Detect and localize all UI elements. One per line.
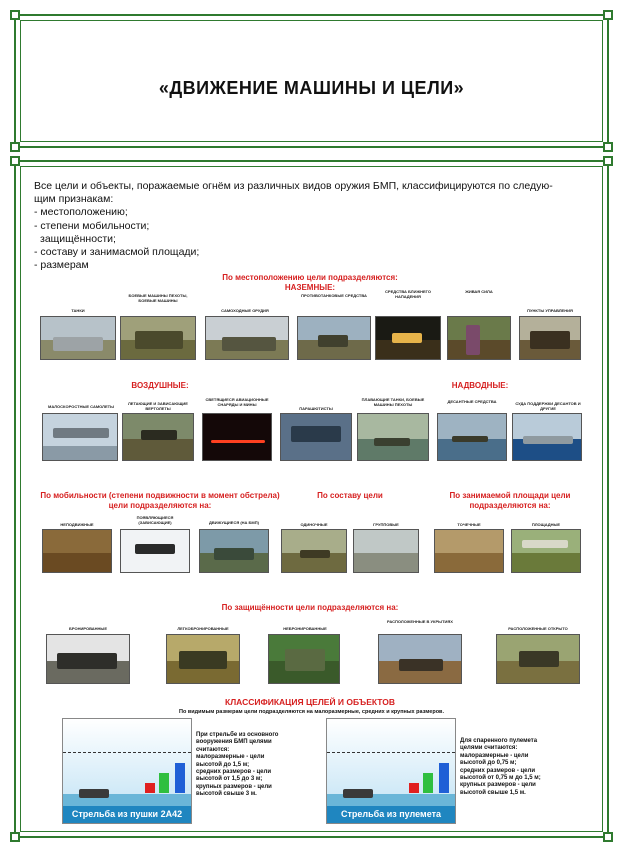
machinegun-caption: Стрельба из пулемета (327, 806, 455, 823)
area-heading: По занимаемой площади цели подразделяются на: (449, 491, 571, 510)
group-target-photo (353, 529, 419, 573)
ground-caption: ЖИВАЯ СИЛА (465, 289, 493, 294)
moving-photo (199, 529, 269, 573)
flares-photo (202, 413, 272, 461)
ground-caption: ПРОТИВОТАНКОВЫЕ СРЕДСТВА (301, 293, 367, 298)
air-caption: ЛЕТАЮЩИЕ И ЗАВИСАЮЩИЕ ВЕРТОЛЕТЫ (128, 401, 188, 411)
protection-caption: БРОНИРОВАННЫЕ (68, 626, 108, 631)
medium-target-bar (423, 773, 433, 793)
area-caption: ПЛОЩАДНЫЕ (531, 522, 561, 527)
tank-photo (40, 316, 116, 360)
classification-heading: КЛАССИФИКАЦИЯ ЦЕЛЕЙ И ОБЪЕКТОВ (225, 697, 395, 707)
ground-caption: БОЕВЫЕ МАШИНЫ ПЕХОТЫ, БОЕВЫЕ МАШИНЫ (128, 293, 188, 303)
unarmored-photo (268, 634, 340, 684)
ground-caption: ТАНКИ (71, 308, 85, 313)
intro-line: щим признакам: (34, 193, 114, 206)
aircraft-photo (42, 413, 118, 461)
paratroopers-photo (280, 413, 352, 461)
area-caption: ТОЧЕЧНЫЕ (457, 522, 481, 527)
water-caption: ПЛАВАЮЩИЕ ТАНКИ, БОЕВЫЕ МАШИНЫ ПЕХОТЫ (361, 397, 425, 407)
amphibious-photo (357, 413, 429, 461)
point-target-photo (434, 529, 504, 573)
air-caption: ПАРАШЮТИСТЫ (299, 406, 333, 411)
machinegun-note (460, 738, 585, 797)
composition-caption: ОДИНОЧНЫЕ (300, 522, 328, 527)
note-line: высотой до 0,75 м; (460, 760, 517, 767)
intro-line: - составу и занимасмой площади; (34, 246, 200, 259)
composition-caption: ГРУППОВЫЕ (373, 522, 399, 527)
ground-caption: ПУНКТЫ УПРАВЛЕНИЯ (527, 308, 573, 313)
poster-title: «ДВИЖЕНИЕ МАШИНЫ И ЦЕЛИ» (158, 78, 465, 98)
small-target-bar (145, 783, 155, 793)
cannon-caption: Стрельба из пушки 2А42 (63, 806, 191, 823)
note-line: высотой от 0,75 м до 1,5 м; (460, 775, 541, 782)
note-line: крупных размеров - цели (196, 783, 272, 790)
composition-heading: По составу цели (317, 491, 383, 500)
command-post-photo (519, 316, 581, 360)
medium-target-bar (159, 773, 169, 793)
note-line: средних размеров - цели (460, 767, 536, 774)
mobility-caption: НЕПОДВИЖНЫЕ (60, 522, 94, 527)
note-line: высотой до 1,5 м; (196, 761, 250, 768)
note-line: Для спаренного пулемета (460, 738, 538, 744)
ship-photo (512, 413, 582, 461)
bmp-icon (343, 789, 373, 798)
ground-caption: САМОХОДНЫЕ ОРУДИЯ (221, 308, 269, 313)
open-photo (496, 634, 580, 684)
note-line: При стрельбе из основного (196, 732, 279, 738)
antitank-photo (297, 316, 371, 360)
intro-line: - местоположению; (34, 206, 128, 219)
note-line: целями считаются: (460, 745, 518, 752)
frame-corner (603, 10, 613, 20)
ground-caption: СРЕДСТВА БЛИЖНЕГО НАПАДЕНИЯ (385, 289, 431, 299)
air-caption: МАЛОСКОРОСТНЫЕ САМОЛЕТЫ (47, 404, 115, 409)
height-line (327, 752, 455, 753)
frame-corner (10, 142, 20, 152)
cannon-diagram (62, 718, 192, 824)
classification-subheading: По видимым размерам цели подразделяются на малоразмерные, средних и крупных размеров. (179, 709, 444, 715)
small-target-bar (409, 783, 419, 793)
note-line: малоразмерные - цели (460, 752, 529, 759)
bmp-icon (79, 789, 109, 798)
protection-caption: РАСПОЛОЖЕННЫЕ ОТКРЫТО (508, 626, 568, 631)
covered-photo (378, 634, 462, 684)
helicopter-photo (122, 413, 194, 461)
stationary-photo (42, 529, 112, 573)
note-line: высотой от 1,5 до 3 м; (196, 776, 263, 783)
area-target-photo (511, 529, 581, 573)
cannon-note (196, 732, 321, 799)
protection-caption: НЕБРОНИРОВАННЫЕ (283, 626, 327, 631)
note-line: крупных размеров - цели (460, 782, 536, 789)
mobility-caption: ПОЯВЛЯЮЩИЕСЯ (ЗАВИСАЮЩИЕ) (136, 515, 174, 525)
spg-photo (205, 316, 289, 360)
note-line: высотой свыше 3 м. (196, 791, 257, 798)
protection-caption: ЛЕГКОБРОНИРОВАННЫЕ (177, 626, 229, 631)
ground-heading: НАЗЕМНЫЕ: (284, 283, 336, 292)
frame-corner (603, 142, 613, 152)
water-caption: ДЕСАНТНЫЕ СРЕДСТВА (447, 399, 497, 404)
intro-line: - степени мобильности; (34, 219, 150, 232)
armored-photo (46, 634, 130, 684)
intro-text (34, 180, 594, 272)
water-heading: НАДВОДНЫЕ: (451, 381, 509, 390)
large-target-bar (175, 763, 185, 793)
appearing-photo (120, 529, 190, 573)
frame-corner (603, 156, 613, 166)
title-frame (14, 14, 609, 148)
water-caption: СУДА ПОДДЕРЖКИ ДЕСАНТОВ И ДРУГИЕ (515, 401, 581, 411)
note-line: считаются: (196, 746, 230, 753)
note-line: малоразмерные - цели (196, 754, 265, 761)
close-attack-photo (375, 316, 441, 360)
light-armored-photo (166, 634, 240, 684)
frame-corner (10, 832, 20, 842)
location-heading: По местоположению цели подразделяются: (222, 273, 398, 282)
air-caption: СВЕТЯЩИЕСЯ АВИАЦИОННЫЕ СНАРЯДЫ И МИНЫ (205, 397, 269, 407)
protection-caption: РАСПОЛОЖЕННЫЕ В УКРЫТИЯХ (387, 619, 453, 624)
intro-line: Все цели и объекты, поражаемые огнём из различных видов оружия БМП, классифицируются по следую- (34, 180, 553, 192)
intro-line: защищённости; (40, 232, 116, 245)
height-line (63, 752, 191, 753)
note-line: высотой свыше 1,5 м. (460, 789, 526, 796)
intro-line: - размерам (34, 259, 89, 272)
frame-corner (10, 10, 20, 20)
landing-craft-photo (437, 413, 507, 461)
frame-corner (10, 156, 20, 166)
frame-corner (603, 832, 613, 842)
ifv-photo (120, 316, 196, 360)
single-target-photo (281, 529, 347, 573)
large-target-bar (439, 763, 449, 793)
air-heading: ВОЗДУШНЫЕ: (131, 381, 189, 390)
infantry-photo (447, 316, 511, 360)
note-line: средних размеров - цели (196, 769, 272, 776)
note-line: вооружения БМП целями (196, 739, 272, 746)
machinegun-diagram (326, 718, 456, 824)
protection-heading: По защищённости цели подразделяются на: (221, 603, 399, 612)
mobility-heading: По мобильности (степени подвижности в момент обстрела) цели подразделяются на: (40, 491, 280, 510)
mobility-caption: ДВИЖУЩИЕСЯ (НА БМП) (209, 520, 259, 525)
